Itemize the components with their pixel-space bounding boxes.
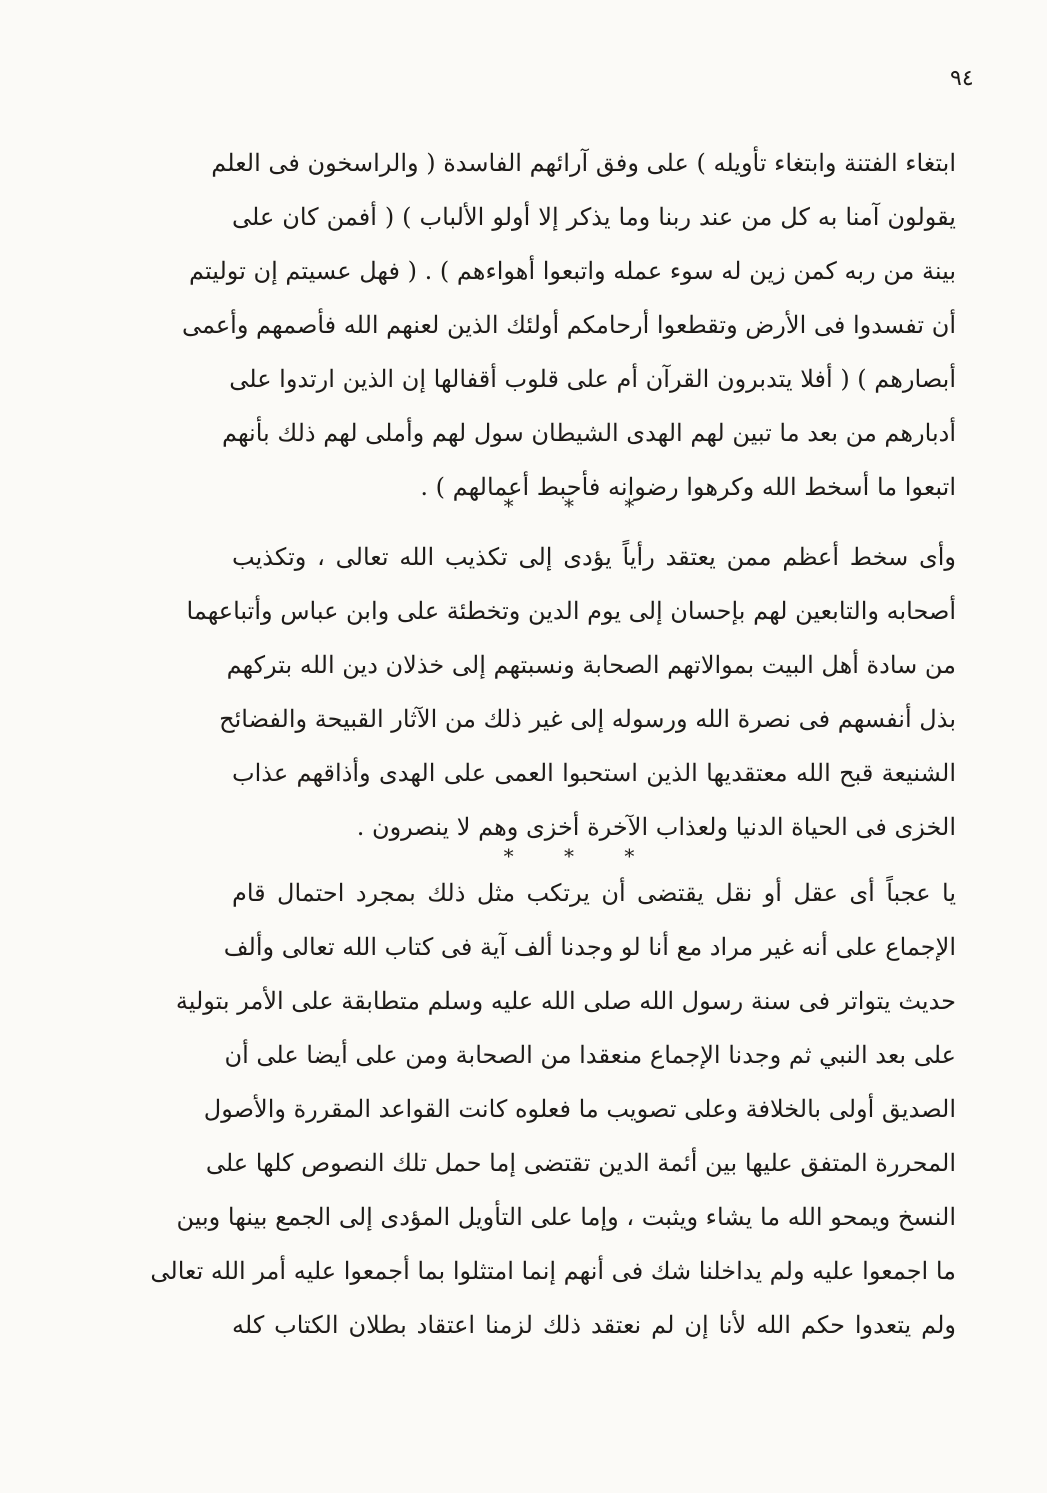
page-number: ٩٤ [950, 66, 974, 91]
text-line: من سادة أهل البيت بموالاتهم الصحابة ونسبتهم إلى خذلان دين الله بتركهم [226, 651, 956, 679]
text-line: بذل أنفسهم فى نصرة الله ورسوله إلى غير ذلك من الآثار القبيحة والفضائح [219, 705, 956, 733]
text-line: ابتغاء الفتنة وابتغاء تأويله ) على وفق آرائهم الفاسدة ( والراسخون فى العلم [211, 149, 956, 177]
text-line: أن تفسدوا فى الأرض وتقطعوا أرحامكم أولئك الذين لعنهم الله فأصمهم وأعمى [181, 311, 956, 339]
text-line: الشنيعة قبح الله معتقديها الذين استحبوا العمى على الهدى وأذاقهم عذاب [232, 759, 956, 787]
text-line: ولم يتعدوا حكم الله لأنا إن لم نعتقد ذلك لزمنا اعتقاد بطلان الكتاب كله [232, 1311, 956, 1339]
text-line: حديث يتواتر فى سنة رسول الله صلى الله عليه وسلم متطابقة على الأمر بتولية [175, 987, 956, 1015]
text-line: يقولون آمنا به كل من عند ربنا وما يذكر إلا أولو الألباب ) ( أفمن كان على [232, 203, 956, 231]
text-line: بينة من ربه كمن زين له سوء عمله واتبعوا أهواءهم ) . ( فهل عسيتم إن توليتم [189, 257, 956, 285]
section-separator: * * * [503, 844, 657, 868]
text-line: ما اجمعوا عليه ولم يداخلنا شك فى أنهم إنما امتثلوا بما أجمعوا عليه أمر الله تعالى [150, 1257, 956, 1285]
paragraph-3 [150, 866, 956, 1352]
text-line: يا عجباً أى عقل أو نقل يقتضى أن يرتكب مثل ذلك بمجرد احتمال قام [232, 879, 956, 907]
text-line: على بعد النبي ثم وجدنا الإجماع منعقدا من الصحابة ومن على أيضا على أن [224, 1041, 956, 1069]
text-line: وأى سخط أعظم ممن يعتقد رأياً يؤدى إلى تكذيب الله تعالى ، وتكذيب [232, 543, 956, 571]
text-line: الإجماع على أنه غير مراد مع أنا لو وجدنا ألف آية فى كتاب الله تعالى وألف [223, 933, 956, 961]
paragraph-2 [186, 530, 956, 854]
text-line: أدبارهم من بعد ما تبين لهم الهدى الشيطان سول لهم وأملى لهم ذلك بأنهم [222, 419, 956, 447]
paragraph-1 [181, 136, 956, 518]
section-separator: * * * [503, 494, 657, 518]
text-line: الخزى فى الحياة الدنيا ولعذاب الآخرة أخزى وهم لا ينصرون . [356, 813, 956, 841]
text-line: النسخ ويمحو الله ما يشاء ويثبت ، وإما على التأويل المؤدى إلى الجمع بينها وبين [176, 1203, 956, 1231]
text-line: أصحابه والتابعين لهم بإحسان إلى يوم الدين وتخطئة على وابن عباس وأتباعهما [186, 597, 956, 625]
text-line: أبصارهم ) ( أفلا يتدبرون القرآن أم على قلوب أقفالها إن الذين ارتدوا على [229, 365, 956, 393]
text-line: المحررة المتفق عليها بين أئمة الدين تقتضى إما حمل تلك النصوص كلها على [205, 1149, 956, 1177]
text-line: الصديق أولى بالخلافة وعلى تصويب ما فعلوه كانت القواعد المقررة والأصول [203, 1095, 956, 1123]
text-line: اتبعوا ما أسخط الله وكرهوا رضوانه فأحبط أعمالهم ) . [420, 473, 956, 501]
